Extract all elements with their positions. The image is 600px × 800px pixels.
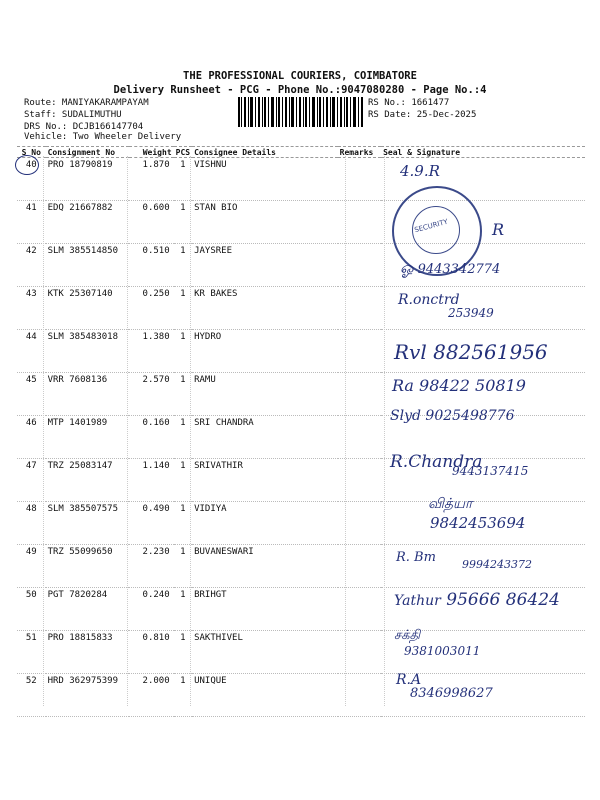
consignee-name: BUVANESWARI [192,545,338,588]
weight: 2.000 [129,674,174,717]
pieces: 1 [174,201,192,244]
handwritten-circle [15,155,39,175]
pieces: 1 [174,287,192,330]
handwritten-phone: 8346998627 [410,686,493,701]
column-divider [127,156,128,706]
weight: 1.140 [129,459,174,502]
serial-number: 43 [17,287,46,330]
signature-mark: Yathur [394,593,441,609]
pieces: 1 [174,244,192,287]
security-seal: SECURITY [392,186,482,276]
consignee-name: HYDRO [192,330,338,373]
consignment-number: HRD 362975399 [46,674,129,717]
handwritten-phone: ஓ 9443342774 [400,258,501,277]
signature-mark: வித்யா [428,496,473,512]
handwritten-name: R.A [396,672,422,688]
company-title: THE PROFESSIONAL COURIERS, COIMBATORE [183,70,417,82]
weight: 0.160 [129,416,174,459]
column-divider [43,156,44,706]
serial-number: 47 [17,459,46,502]
signature-mark: R [492,220,505,239]
consignee-name: SAKTHIVEL [192,631,338,674]
handwritten-phone: 9842453694 [430,514,526,532]
consignee-name: RAMU [192,373,338,416]
pieces: 1 [174,373,192,416]
weight: 1.870 [129,158,174,201]
table-row [17,631,585,674]
handwritten-phone: Slyd 9025498776 [390,408,515,424]
col-weight: Weight [129,147,174,158]
column-divider [384,156,385,706]
handwritten-phone: Rvl 882561956 [394,340,548,364]
staff-label: Staff: SUDALIMUTHU [24,110,122,120]
weight: 0.600 [129,201,174,244]
pieces: 1 [174,459,192,502]
handwritten-phone: 9994243372 [462,558,532,571]
consignee-name: BRIHGT [192,588,338,631]
rs-date: RS Date: 25-Dec-2025 [368,110,477,120]
handwritten-name: R. Bm [396,550,436,565]
rs-number: RS No.: 1661477 [368,98,450,108]
serial-number: 52 [17,674,46,717]
serial-number: 51 [17,631,46,674]
signature-mark: Ra [392,376,414,395]
pieces: 1 [174,674,192,717]
route-label: Route: MANIYAKARAMPAYAM [24,98,149,108]
weight: 0.490 [129,502,174,545]
consignment-number: EDQ 21667882 [46,201,129,244]
col-sno: S No [17,147,46,158]
barcode [238,97,364,127]
vehicle-label: Vehicle: Two Wheeler Delivery [24,132,182,142]
signature-mark: Slyd [390,408,421,424]
handwritten-name: R.onctrd [398,292,460,308]
serial-number: 48 [17,502,46,545]
weight: 2.570 [129,373,174,416]
pieces: 1 [174,631,192,674]
serial-number: 40 [17,158,46,201]
weight: 0.510 [129,244,174,287]
signature-mark: சக்தி [394,628,421,643]
table-row [17,158,585,201]
drs-label: DRS No.: DCJB166147704 [24,122,144,132]
consignee-name: VIDIYA [192,502,338,545]
handwritten-number: 253949 [448,306,494,320]
signature-mark: R.Chandra [390,452,483,472]
col-consignee: Consignee Details [192,147,338,158]
pieces: 1 [174,588,192,631]
consignment-number: SLM 385507575 [46,502,129,545]
serial-number: 45 [17,373,46,416]
signature-mark: 4.9.R [400,162,440,180]
consignee-name: STAN BIO [192,201,338,244]
serial-number: 41 [17,201,46,244]
consignment-number: VRR 7608136 [46,373,129,416]
weight: 0.810 [129,631,174,674]
col-remarks: Remarks [338,147,381,158]
consignment-number: PRO 18790819 [46,158,129,201]
serial-number: 49 [17,545,46,588]
signature-mark: Rvl [394,340,427,364]
col-consignment: Consignment No [46,147,129,158]
consignment-number: TRZ 55099650 [46,545,129,588]
consignee-name: UNIQUE [192,674,338,717]
consignment-number: MTP 1401989 [46,416,129,459]
weight: 0.240 [129,588,174,631]
handwritten-phone: Ra 98422 50819 [392,376,526,395]
table-header [17,147,585,158]
consignee-name: SRIVATHIR [192,459,338,502]
column-divider [190,156,191,706]
pieces: 1 [174,330,192,373]
runsheet-title: Delivery Runsheet - PCG - Phone No.:9047080280 - Page No.:4 [113,84,487,96]
weight: 2.230 [129,545,174,588]
serial-number: 50 [17,588,46,631]
pieces: 1 [174,416,192,459]
serial-number: 44 [17,330,46,373]
column-divider [345,156,346,706]
serial-number: 42 [17,244,46,287]
col-pcs: PCS [175,147,191,157]
consignment-number: TRZ 25083147 [46,459,129,502]
serial-number: 46 [17,416,46,459]
consignee-name: SRI CHANDRA [192,416,338,459]
consignee-name: VISHNU [192,158,338,201]
consignment-number: PRO 18815833 [46,631,129,674]
col-signature: Seal & Signature [381,147,585,158]
weight: 1.380 [129,330,174,373]
consignee-name: JAYSREE [192,244,338,287]
signature-mark: ஓ [400,258,414,277]
consignee-name: KR BAKES [192,287,338,330]
pieces: 1 [174,158,192,201]
consignment-number: SLM 385483018 [46,330,129,373]
consignment-number: KTK 25307140 [46,287,129,330]
weight: 0.250 [129,287,174,330]
pieces: 1 [174,545,192,588]
consignment-number: SLM 385514850 [46,244,129,287]
handwritten-phone: 9381003011 [404,644,481,658]
handwritten-phone: 9443137415 [452,464,529,478]
pieces: 1 [174,502,192,545]
handwritten-phone: Yathur 95666 86424 [394,590,560,610]
table-row [17,674,585,717]
table-row [17,287,585,330]
consignment-number: PGT 7820284 [46,588,129,631]
